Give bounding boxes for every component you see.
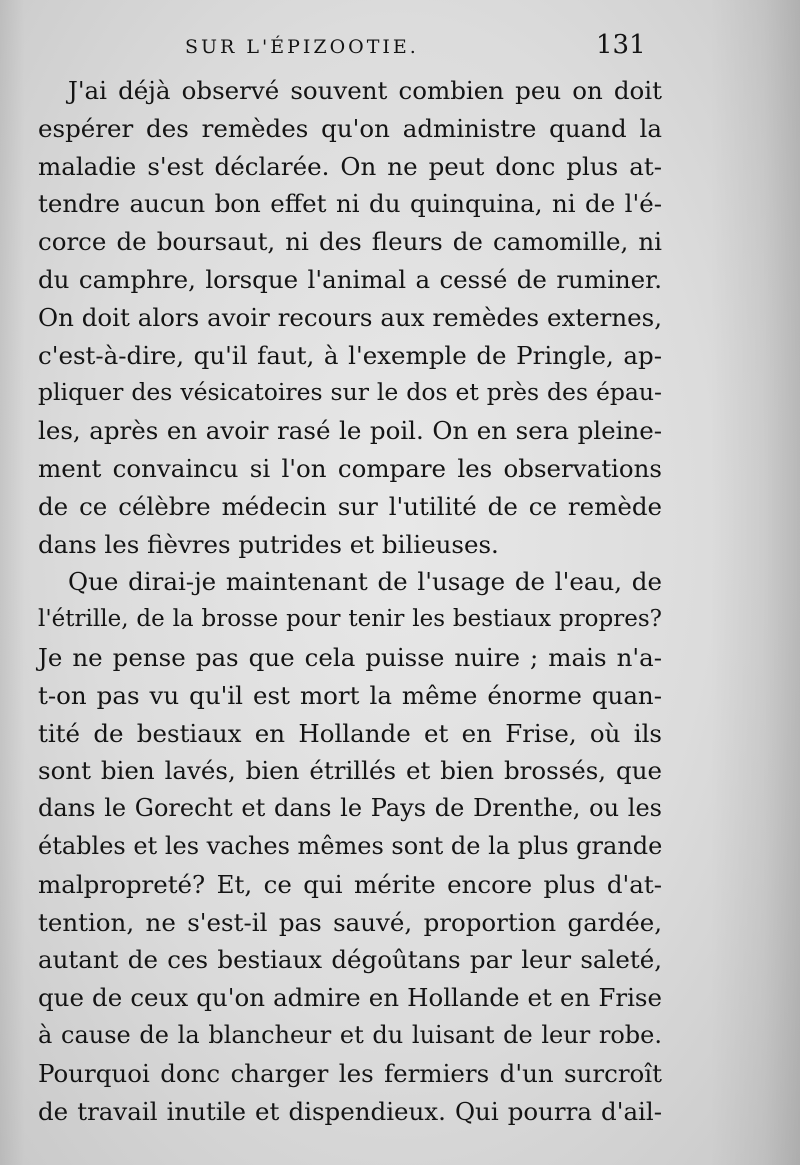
page-edge-shadow: [710, 0, 800, 1165]
text-line: du camphre, lorsque l'animal a cessé de ruminer.: [38, 264, 662, 294]
page-gutter-shadow: [0, 0, 25, 1165]
text-line: dans le Gorecht et dans le Pays de Drenthe, ou les: [38, 794, 662, 823]
page-number: 131: [596, 30, 646, 60]
text-line: sont bien lavés, bien étrillés et bien brossés, que: [38, 756, 662, 786]
text-line: pliquer des vésicatoires sur le dos et près des épau-: [38, 378, 662, 407]
text-line: espérer des remèdes qu'on administre quand la: [38, 113, 662, 143]
text-line: de travail inutile et dispendieux. Qui pourra d'ail-: [38, 1096, 662, 1126]
text-line: de ce célèbre médecin sur l'utilité de ce remède: [38, 491, 662, 521]
text-line: t-on pas vu qu'il est mort la même énorme quan-: [38, 680, 662, 710]
body-text: [38, 72, 662, 1130]
text-line: c'est-à-dire, qu'il faut, à l'exemple de Pringle, ap-: [38, 340, 662, 370]
text-line: les, après en avoir rasé le poil. On en sera pleine-: [38, 416, 662, 446]
text-line: dans les fièvres putrides et bilieuses.: [38, 529, 499, 559]
text-line: malpropreté? Et, ce qui mérite encore plus d'at-: [38, 869, 662, 899]
text-line: l'étrille, de la brosse pour tenir les bestiaux propres?: [38, 606, 662, 633]
text-line: autant de ces bestiaux dégoûtans par leur saleté,: [38, 945, 662, 975]
text-line: tité de bestiaux en Hollande et en Frise, où ils: [38, 718, 662, 748]
text-line: Que dirai-je maintenant de l'usage de l'eau, de: [68, 567, 662, 597]
text-line: tendre aucun bon effet ni du quinquina, ni de l'é-: [38, 189, 662, 219]
text-line: que de ceux qu'on admire en Hollande et en Frise: [38, 983, 662, 1013]
text-line: J'ai déjà observé souvent combien peu on doit: [68, 76, 662, 105]
text-line: à cause de la blancheur et du luisant de leur robe.: [38, 1020, 662, 1049]
text-line: corce de boursaut, ni des fleurs de camomille, ni: [38, 227, 662, 257]
text-line: étables et les vaches mêmes sont de la plus grande: [38, 831, 663, 860]
running-head: [0, 30, 800, 70]
text-line: ment convaincu si l'on compare les observations: [38, 453, 662, 483]
text-line: maladie s'est déclarée. On ne peut donc plus at-: [38, 151, 662, 181]
text-line: On doit alors avoir recours aux remèdes externes,: [38, 302, 662, 332]
running-title: SUR L'ÉPIZOOTIE.: [185, 36, 419, 58]
text-line: Pourquoi donc charger les fermiers d'un surcroît: [38, 1058, 662, 1088]
text-line: tention, ne s'est-il pas sauvé, proportion gardée,: [38, 907, 662, 937]
text-line: Je ne pense pas que cela puisse nuire ; mais n'a-: [38, 642, 662, 672]
